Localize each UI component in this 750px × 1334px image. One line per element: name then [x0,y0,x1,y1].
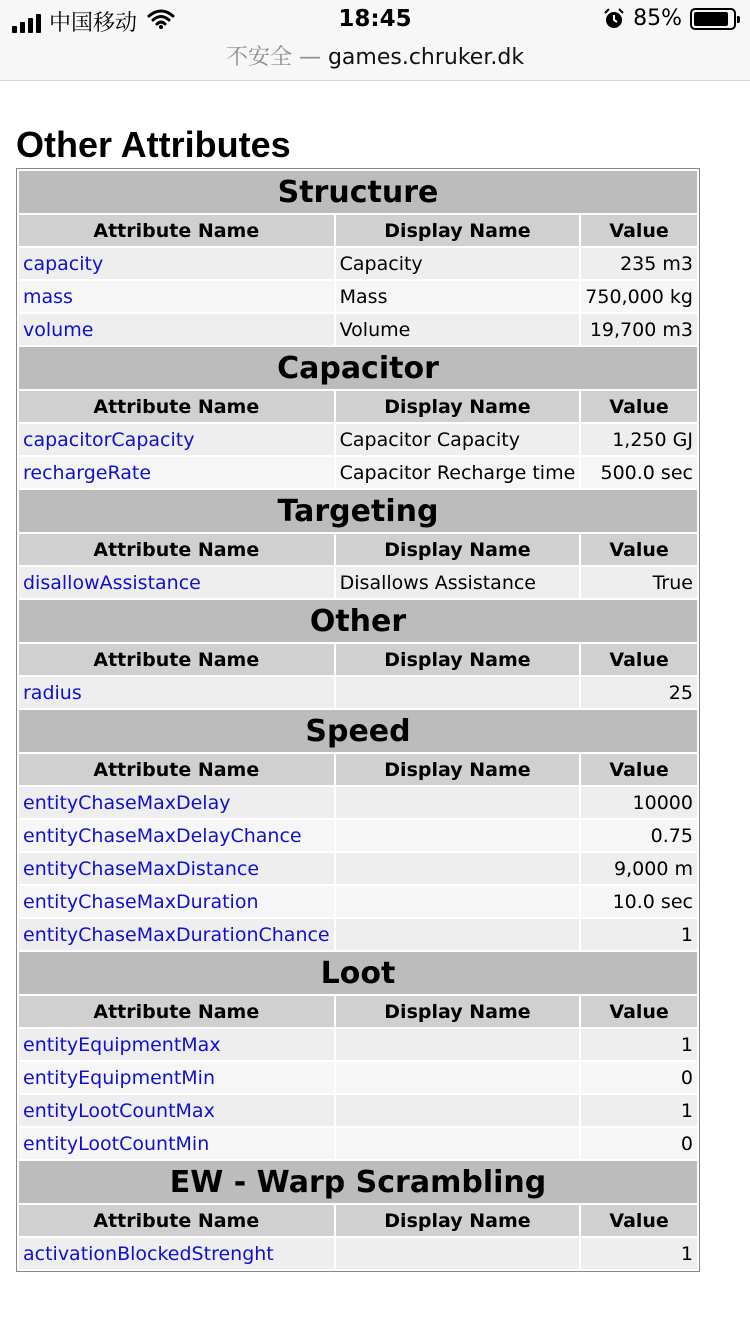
attribute-cell [19,787,334,818]
attribute-link[interactable]: capacitorCapacity [23,428,195,451]
table-row [19,1062,697,1093]
attribute-link[interactable]: entityEquipmentMax [23,1033,221,1056]
display-name-cell [336,1029,580,1060]
column-header-row [19,1205,697,1236]
section-title: Other [19,600,697,642]
attribute-cell [19,314,334,345]
display-name-cell [336,919,580,950]
display-name-header: Display Name [336,1205,580,1236]
status-right [603,6,736,31]
page-title: Other Attributes [16,124,291,165]
value-cell: 0 [581,1062,697,1093]
attribute-cell [19,853,334,884]
table-row [19,314,697,345]
insecure-label: 不安全 [225,45,292,70]
column-header-row [19,215,697,246]
display-name-cell [336,1095,580,1126]
table-row [19,820,697,851]
display-name-cell [336,1238,580,1269]
display-name-cell [336,1128,580,1159]
attribute-link[interactable]: volume [23,318,94,341]
value-header: Value [581,215,697,246]
section-title: EW - Warp Scrambling [19,1161,697,1203]
table-row [19,248,697,279]
attribute-link[interactable]: entityChaseMaxDelay [23,791,231,814]
attribute-cell [19,820,334,851]
attribute-link[interactable]: disallowAssistance [23,571,201,594]
display-name-cell: Volume [336,314,580,345]
display-name-header: Display Name [336,215,580,246]
battery-percent: 85% [633,6,682,31]
table-row [19,1128,697,1159]
attribute-link[interactable]: entityChaseMaxDuration [23,890,259,913]
attribute-name-header: Attribute Name [19,1205,334,1236]
address-field[interactable] [0,40,750,71]
table-row [19,424,697,455]
section-header-row [19,490,697,532]
attribute-link[interactable]: mass [23,285,73,308]
attribute-cell [19,248,334,279]
column-header-row [19,644,697,675]
column-header-row [19,391,697,422]
section-title: Capacitor [19,347,697,389]
attribute-cell [19,424,334,455]
value-cell: 500.0 sec [581,457,697,488]
display-name-cell [336,820,580,851]
display-name-cell [336,677,580,708]
value-cell: 0.75 [581,820,697,851]
value-cell: 0 [581,1128,697,1159]
display-name-cell: Capacitor Capacity [336,424,580,455]
attribute-link[interactable]: radius [23,681,82,704]
attribute-name-header: Attribute Name [19,996,334,1027]
section-header-row [19,347,697,389]
value-cell: 25 [581,677,697,708]
value-cell: 1,250 GJ [581,424,697,455]
url-domain: games.chruker.dk [327,45,525,70]
value-cell: 1 [581,919,697,950]
attribute-link[interactable]: entityChaseMaxDistance [23,857,260,880]
section-header-row [19,1161,697,1203]
table-row [19,281,697,312]
column-header-row [19,534,697,565]
attribute-cell [19,677,334,708]
attribute-name-header: Attribute Name [19,215,334,246]
value-cell: 9,000 m [581,853,697,884]
display-name-cell [336,1062,580,1093]
value-header: Value [581,644,697,675]
attribute-cell [19,457,334,488]
display-name-header: Display Name [336,391,580,422]
attribute-cell [19,1128,334,1159]
attribute-cell [19,567,334,598]
value-cell: 1 [581,1238,697,1269]
attribute-cell [19,281,334,312]
display-name-cell: Disallows Assistance [336,567,580,598]
attribute-name-header: Attribute Name [19,391,334,422]
display-name-header: Display Name [336,754,580,785]
value-cell: 1 [581,1029,697,1060]
table-row [19,1029,697,1060]
value-cell: 235 m3 [581,248,697,279]
display-name-header: Display Name [336,534,580,565]
attribute-cell [19,886,334,917]
display-name-header: Display Name [336,996,580,1027]
display-name-cell [336,853,580,884]
table-row [19,919,697,950]
attribute-cell [19,1238,334,1269]
display-name-cell: Capacitor Recharge time [336,457,580,488]
attribute-name-header: Attribute Name [19,534,334,565]
status-time: 18:45 [338,6,412,32]
attribute-cell [19,919,334,950]
value-cell: 10.0 sec [581,886,697,917]
display-name-cell: Mass [336,281,580,312]
table-row [19,787,697,818]
attribute-link[interactable]: entityChaseMaxDurationChance [23,923,330,946]
carrier-name: 中国移动 [49,11,138,36]
display-name-cell [336,787,580,818]
attribute-cell [19,1062,334,1093]
value-cell: 19,700 m3 [581,314,697,345]
display-name-header: Display Name [336,644,580,675]
attribute-cell [19,1029,334,1060]
table-row [19,1095,697,1126]
value-cell: 10000 [581,787,697,818]
status-bar [0,0,750,40]
display-name-cell: Capacity [336,248,580,279]
value-cell: 1 [581,1095,697,1126]
table-row [19,567,697,598]
attributes-table [16,168,700,1272]
attribute-cell [19,1095,334,1126]
attribute-link[interactable]: capacity [23,252,104,275]
table-row [19,886,697,917]
value-cell: True [581,567,697,598]
column-header-row [19,996,697,1027]
value-header: Value [581,996,697,1027]
display-name-cell [336,886,580,917]
attribute-link[interactable]: entityEquipmentMin [23,1066,216,1089]
section-title: Targeting [19,490,697,532]
value-header: Value [581,1205,697,1236]
attribute-name-header: Attribute Name [19,644,334,675]
attribute-link[interactable]: entityLootCountMax [23,1099,215,1122]
table-row [19,677,697,708]
url-bar[interactable] [0,40,750,81]
table-row [19,853,697,884]
alarm-icon [603,8,625,30]
attribute-link[interactable]: rechargeRate [23,461,152,484]
section-title: Structure [19,171,697,213]
attribute-name-header: Attribute Name [19,754,334,785]
section-header-row [19,600,697,642]
table-row [19,1238,697,1269]
attribute-link[interactable]: entityLootCountMin [23,1132,210,1155]
section-title: Loot [19,952,697,994]
attribute-link[interactable]: entityChaseMaxDelayChance [23,824,302,847]
battery-icon [690,8,736,30]
attribute-link[interactable]: activationBlockedStrenght [23,1242,274,1265]
value-header: Value [581,391,697,422]
value-header: Value [581,534,697,565]
value-cell: 750,000 kg [581,281,697,312]
section-header-row [19,710,697,752]
table-row [19,457,697,488]
url-separator: — [298,45,321,70]
section-title: Speed [19,710,697,752]
column-header-row [19,754,697,785]
section-header-row [19,952,697,994]
section-header-row [19,171,697,213]
value-header: Value [581,754,697,785]
